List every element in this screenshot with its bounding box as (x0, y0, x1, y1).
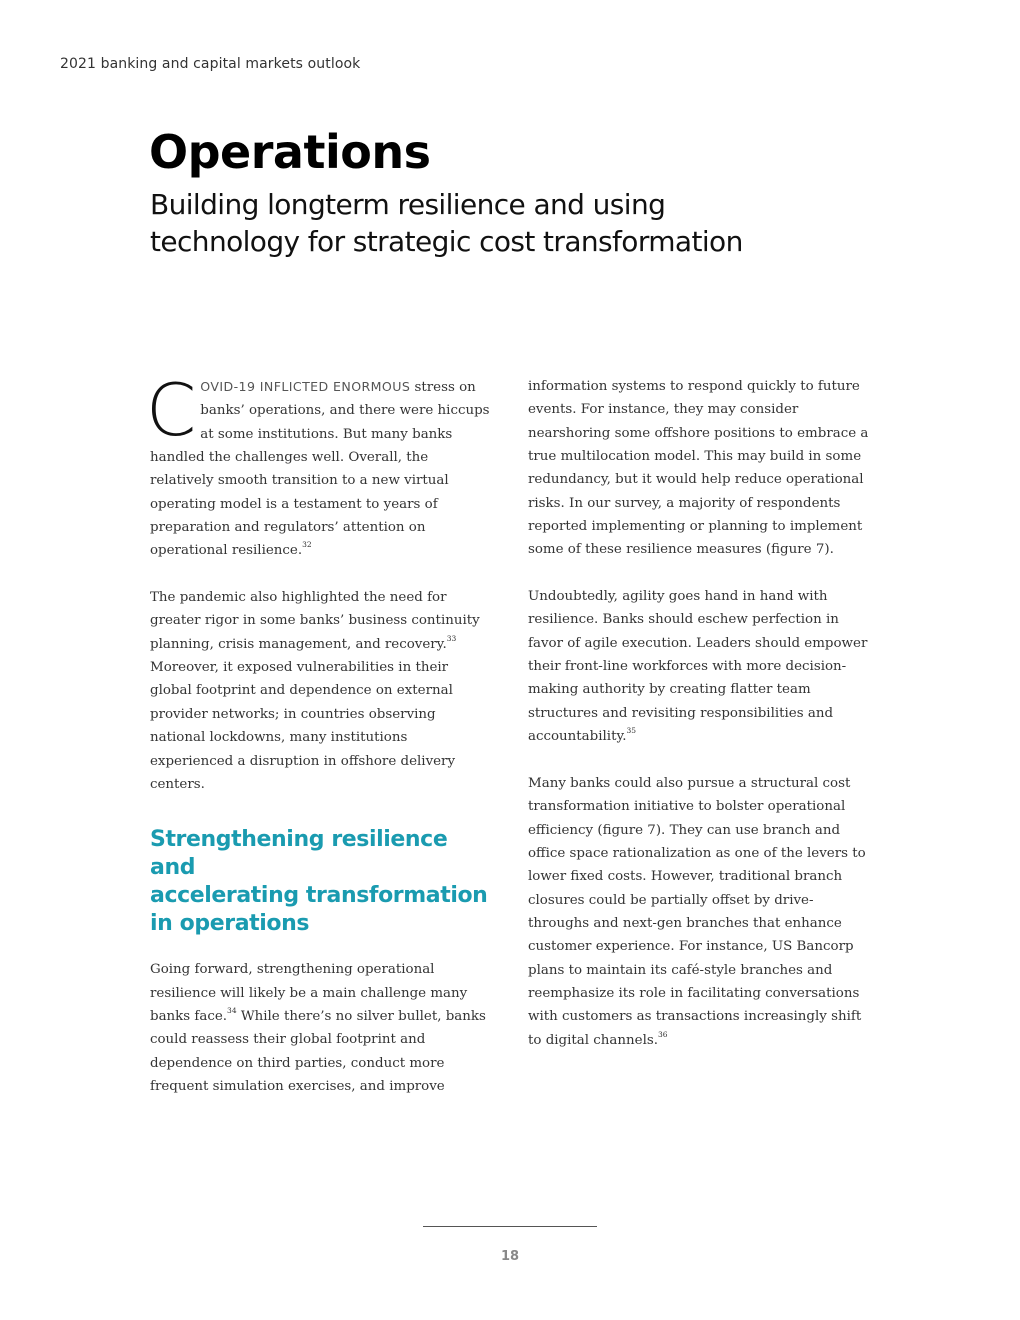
paragraph-text: Moreover, it exposed vulnerabilities in their global footprint and dependence on external provider networks; in countries observing national lockdowns, many institutions experienced a disruption in offshore delivery centers. (150, 660, 456, 792)
paragraph-text: While there’s no silver bullet, banks could reassess their global footprint and dependence on third parties, conduct more frequent simulation exercises, and improve (150, 1008, 486, 1094)
footnote-ref[interactable]: 36 (658, 1029, 668, 1039)
footnote-ref[interactable]: 35 (626, 726, 637, 736)
footer-divider (423, 1226, 597, 1227)
drop-cap: C (146, 368, 197, 452)
right-column (528, 375, 870, 1052)
left-column (146, 368, 490, 1098)
paragraph-agility (528, 585, 870, 748)
lead-in: OVID-19 INFLICTED ENORMOUS (200, 379, 411, 394)
subtitle-line-2: technology for strategic cost transformation (150, 225, 743, 258)
footnote-ref[interactable]: 32 (302, 540, 312, 550)
paragraph-text: The pandemic also highlighted the need for greater rigor in some banks’ business continuity planning, crisis management, and recovery. (150, 590, 480, 652)
paragraph-pandemic (150, 586, 490, 796)
paragraph-text: Undoubtedly, agility goes hand in hand with resilience. Banks should eschew perfection in favor of agile execution. Leaders should empower their front-line workforces with more decision-making authority by creating flatter team structures and revisiting responsibilities and accountability. (528, 589, 868, 745)
paragraph-cost-transformation (528, 772, 870, 1052)
page-number: 18 (500, 1249, 520, 1264)
page-title: Operations (149, 125, 431, 179)
section-heading (150, 826, 490, 938)
paragraph-information-systems: information systems to respond quickly to future events. For instance, they may consider nearshoring some offshore positions to embrace a true multilocation model. This may build in some redundancy, but it would help reduce operational risks. In our survey, a majority of respondents reported implementing or planning to implement some of these resilience measures (figure 7). (528, 379, 869, 558)
paragraph-text: stress on banks’ operations, and there were hiccups at some institutions. But many banks handled the challenges well. Overall, the relatively smooth transition to a new virtual operating model is a testament to years of preparation and regulators’ attention on operational resilience. (150, 380, 490, 559)
footnote-ref[interactable]: 33 (446, 633, 457, 643)
section-heading-line-3: in operations (150, 911, 310, 937)
paragraph-going-forward (150, 958, 490, 1098)
subtitle-line-1: Building longterm resilience and using (150, 188, 666, 221)
page-subtitle (150, 186, 790, 260)
running-header: 2021 banking and capital markets outlook (60, 56, 361, 72)
section-heading-line-2: accelerating transformation (150, 883, 488, 909)
section-heading-line-1: Strengthening resilience and (150, 827, 448, 881)
paragraph-text: Going forward, strengthening operational resilience will likely be a main challenge many banks face. (150, 962, 468, 1024)
paragraph-intro (146, 368, 490, 563)
paragraph-text: Many banks could also pursue a structural cost transformation initiative to bolster operational efficiency (figure 7). They can use branch and office space rationalization as one of the levers to lower fixed costs. However, traditional branch closures could be partially offset by drive-throughs and next-gen branches that enhance customer experience. For instance, US Bancorp plans to maintain its café-style branches and reemphasize its role in facilitating conversations with customers as transactions increasingly shift to digital channels. (528, 775, 866, 1048)
footnote-ref[interactable]: 34 (227, 1005, 237, 1015)
